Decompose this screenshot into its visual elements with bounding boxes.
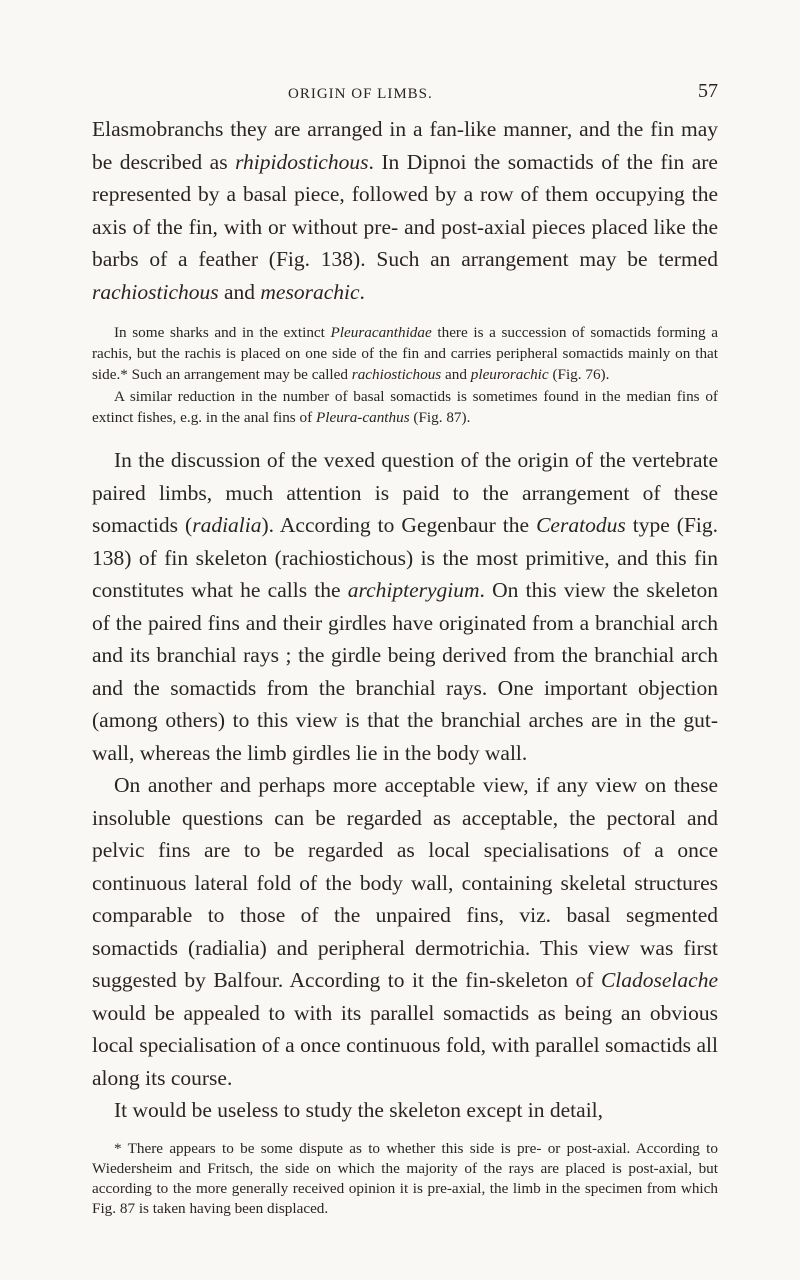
- paragraph-origin-discussion: In the discussion of the vexed question of the origin of the vertebrate paired limbs, much attention is paid to the arrangement of these somactids (radialia). According to Gegenbaur the Ceratodus type (Fig. 138) of fin skeleton (rachiostichous) is the most primitive, and this fin constitutes what he calls the archipterygium. On this view the skeleton of the paired fins and their girdles have originated from a branchial arch and its branchial rays ; the girdle being derived from the branchial arch and the somactids from the branchial rays. One important objection (among others) to this view is that the branchial arches are in the gut-wall, whereas the limb girdles lie in the body wall.: [92, 448, 718, 765]
- page-header: [92, 80, 718, 108]
- page-number: 57: [698, 80, 718, 102]
- footnote: * There appears to be some dispute as to whether this side is pre- or post-axial. According to Wiedersheim and Fritsch, the side on which the majority of the rays are placed is post-axial, but according to the more generally received opinion it is pre-axial, the limb in the specimen from which Fig. 87 is taken having been displaced.: [92, 1139, 718, 1217]
- paragraph-skeleton-study: It would be useless to study the skeleton except in detail,: [114, 1098, 604, 1123]
- running-title: ORIGIN OF LIMBS.: [288, 86, 433, 102]
- body-text: [92, 113, 718, 1219]
- paragraph-lateral-fold: On another and perhaps more acceptable view, if any view on these insoluble questions can be regarded as acceptable, the pectoral and pelvic fins are to be regarded as local specialisations of a once continuous lateral fold of the body wall, containing skeletal structures comparable to those of the unpaired fins, viz. basal segmented somactids (radialia) and peripheral dermotrichia. This view was first suggested by Balfour. According to it the fin-skeleton of Cladoselache would be appealed to with its parallel somactids as being an obvious local specialisation of a once continuous fold, with parallel somactids all along its course.: [92, 773, 718, 1090]
- paragraph-pleuracanthidae: In some sharks and in the extinct Pleuracanthidae there is a succession of somactids forming a rachis, but the rachis is placed on one side of the fin and carries peripheral somactids mainly on that side.* Such an arrangement may be called rachiostichous and pleurorachic (Fig. 76).: [92, 324, 718, 384]
- paragraph-median-fins: A similar reduction in the number of basal somactids is sometimes found in the median fins of extinct fishes, e.g. in the anal fins of Pleura-canthus (Fig. 87).: [92, 387, 718, 426]
- paragraph-fin-arrangement: Elasmobranchs they are arranged in a fan-like manner, and the fin may be described as rhipidostichous. In Dipnoi the somactids of the fin are represented by a basal piece, followed by a row of them occupying the axis of the fin, with or without pre- and post-axial pieces placed like the barbs of a feather (Fig. 138). Such an arrangement may be termed rachiostichous and mesorachic.: [92, 117, 718, 304]
